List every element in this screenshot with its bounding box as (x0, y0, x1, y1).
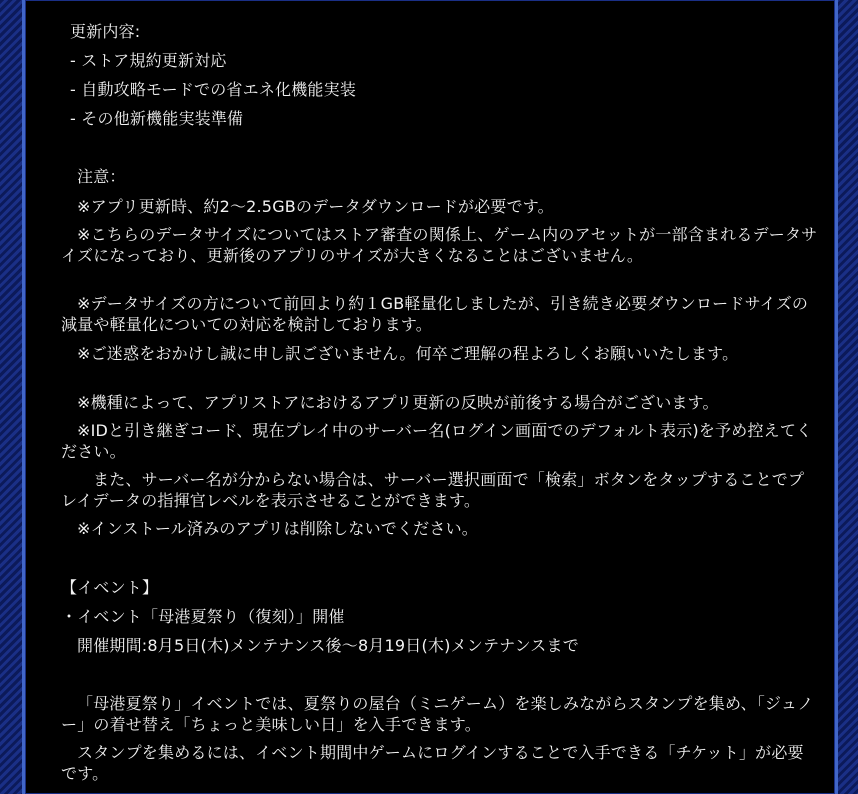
event-period: 開催期間:8月5日(木)メンテナンス後〜8月19日(木)メンテナンスまで (77, 636, 579, 655)
event-description: 「母港夏祭り」イベントでは、夏祭りの屋台（ミニゲーム）を楽しみながらスタンプを集め、「ジュノー」の着せ替え「ちょっと美味しい日」を入手できます。 (61, 694, 814, 734)
update-heading: 更新内容: (70, 22, 141, 41)
notice-paragraph: また、サーバー名が分からない場合は、サーバー選択画面で「検索」ボタンをタップすることでプレイデータの指揮官レベルを表示させることができます。 (61, 470, 805, 510)
notice-paragraph: ※機種によって、アプリストアにおけるアプリ更新の反映が前後する場合がございます。 (77, 393, 719, 412)
notice-paragraph: ※インストール済みのアプリは削除しないでください。 (77, 519, 478, 538)
event-section-title: 【イベント】 (61, 578, 159, 597)
notice-paragraph: ※データサイズの方について前回より約１GB軽量化しましたが、引き続き必要ダウンロードサイズの減量や軽量化についての対応を検討しております。 (61, 294, 809, 334)
announcement-panel[interactable] (22, 0, 838, 794)
update-item: - その他新機能実装準備 (70, 109, 244, 128)
notice-paragraph: ※こちらのデータサイズについてはストア審査の関係上、ゲーム内のアセットが一部含まれるデータサイズになっており、更新後のアプリのサイズが大きくなることはございません。 (61, 225, 818, 265)
event-name: ・イベント「母港夏祭り（復刻）」開催 (61, 607, 345, 626)
update-item: - 自動攻略モードでの省エネ化機能実装 (70, 80, 357, 99)
event-description: スタンプを集めるには、イベント期間中ゲームにログインすることで入手できる「チケット」が必要です。 (61, 743, 804, 783)
update-item: - ストア規約更新対応 (70, 51, 227, 70)
notice-heading: 注意： (77, 167, 126, 186)
notice-paragraph: ※アプリ更新時、約2〜2.5GBのデータダウンロードが必要です。 (77, 197, 554, 216)
notice-paragraph: ※ご迷惑をおかけし誠に申し訳ございません。何卒ご理解の程よろしくお願いいたします。 (77, 344, 739, 363)
notice-paragraph: ※IDと引き継ぎコード、現在プレイ中のサーバー名(ログイン画面でのデフォルト表示)を予め控えてください。 (61, 421, 813, 461)
